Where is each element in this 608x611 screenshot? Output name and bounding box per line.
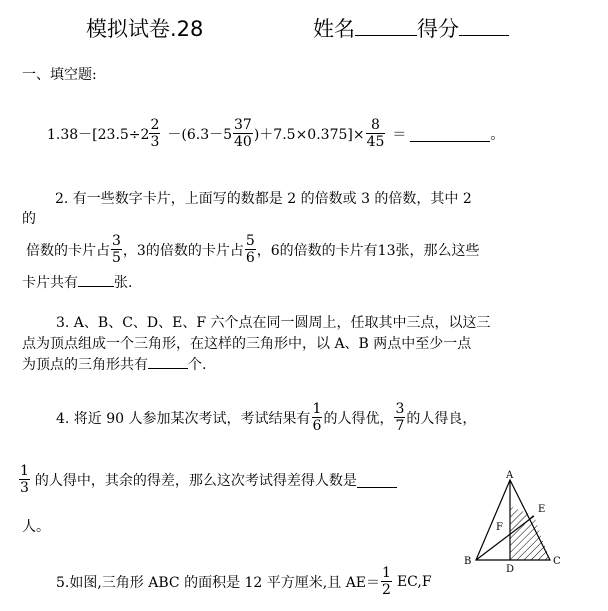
- name-label: 姓名: [313, 17, 355, 41]
- score-label: 得分: [417, 17, 459, 41]
- q2-line-3: [26, 234, 480, 265]
- label-b: B: [464, 556, 472, 567]
- q3-line-2: 点为顶点组成一个三角形，在这样的三角形中，以 A、B 两点中至少一点: [22, 336, 472, 352]
- triangle-figure: [458, 470, 568, 580]
- q4-line-2: [18, 464, 397, 495]
- q2-text-e: 张.: [114, 275, 133, 291]
- q2-fraction-2: $\frac{5}{6}$: [245, 233, 255, 266]
- q1-fraction-2: $\frac{37}{40}$: [234, 117, 252, 150]
- q2-text-c: ，6的倍数的卡片有13张，那么这些: [256, 242, 480, 259]
- score-blank: [459, 35, 509, 36]
- label-c: C: [553, 556, 561, 567]
- q4-text-c: 的人得良，: [406, 410, 477, 427]
- section-heading: 一、填空题:: [22, 67, 97, 83]
- q3-answer-blank: [148, 368, 188, 369]
- q4-text-a: 4. 将近 90 人参加某次考试，考试结果有: [56, 410, 311, 427]
- q1-answer-blank: [410, 125, 490, 142]
- q5-text-b: EC,F: [396, 573, 432, 590]
- name-blank: [355, 35, 417, 36]
- q1-part-2: －(6.3－5: [167, 126, 233, 143]
- q2-answer-blank: [78, 286, 114, 287]
- q2-text-a: 倍数的卡片占: [26, 242, 110, 259]
- q4-fraction-2: $\frac{3}{7}$: [395, 401, 405, 434]
- question-1: [47, 118, 504, 149]
- q2-line-1: 2. 有一些数字卡片，上面写的数都是 2 的倍数或 3 的倍数，其中 2: [55, 191, 472, 207]
- q2-text-d: 卡片共有: [22, 275, 78, 291]
- label-a: A: [506, 470, 514, 481]
- q5-fraction: $\frac{1}{2}$: [382, 565, 391, 598]
- q2-line-4: [22, 272, 132, 292]
- page-title: 模拟试卷.28: [86, 17, 204, 41]
- q2-text-b: ，3的倍数的卡片占: [122, 242, 244, 259]
- q1-part-1: 1.38－[23.5÷2: [47, 126, 150, 143]
- q4-answer-blank: [357, 471, 397, 488]
- q1-equals: ＝: [392, 126, 407, 143]
- q1-end: 。: [490, 126, 505, 143]
- q3-text-b: 个.: [188, 357, 207, 373]
- label-d: D: [506, 564, 515, 575]
- q2-fraction-1: $\frac{3}{5}$: [112, 233, 121, 266]
- q1-part-3: )＋7.5×0.375]×: [253, 126, 365, 143]
- q5-line-1: [56, 566, 432, 597]
- q1-fraction-1: $\frac{2}{3}$: [150, 117, 160, 150]
- q4-fraction-3: $\frac{1}{3}$: [20, 463, 29, 496]
- q3-text-a: 为顶点的三角形共有: [22, 357, 148, 373]
- q3-line-1: 3. A、B、C、D、E、F 六个点在同一圆周上，任取其中三点，以这三: [56, 315, 491, 331]
- q4-line-3: 人。: [22, 519, 50, 535]
- q4-text-b: 的人得优，: [323, 410, 394, 427]
- q2-line-2: 的: [22, 211, 36, 227]
- q4-text-d: 的人得中，其余的得差，那么这次考试得差得人数是: [34, 472, 357, 489]
- label-e: E: [538, 504, 546, 515]
- q5-text-a: 5.如图,三角形 ABC 的面积是 12 平方厘米,且 AE＝: [56, 574, 381, 591]
- q4-line-1: [56, 402, 476, 433]
- q1-fraction-3: $\frac{8}{45}$: [366, 117, 385, 150]
- q4-fraction-1: $\frac{1}{6}$: [312, 401, 322, 434]
- q3-line-3: [22, 354, 206, 374]
- label-f: F: [496, 522, 503, 533]
- name-field: [313, 13, 509, 43]
